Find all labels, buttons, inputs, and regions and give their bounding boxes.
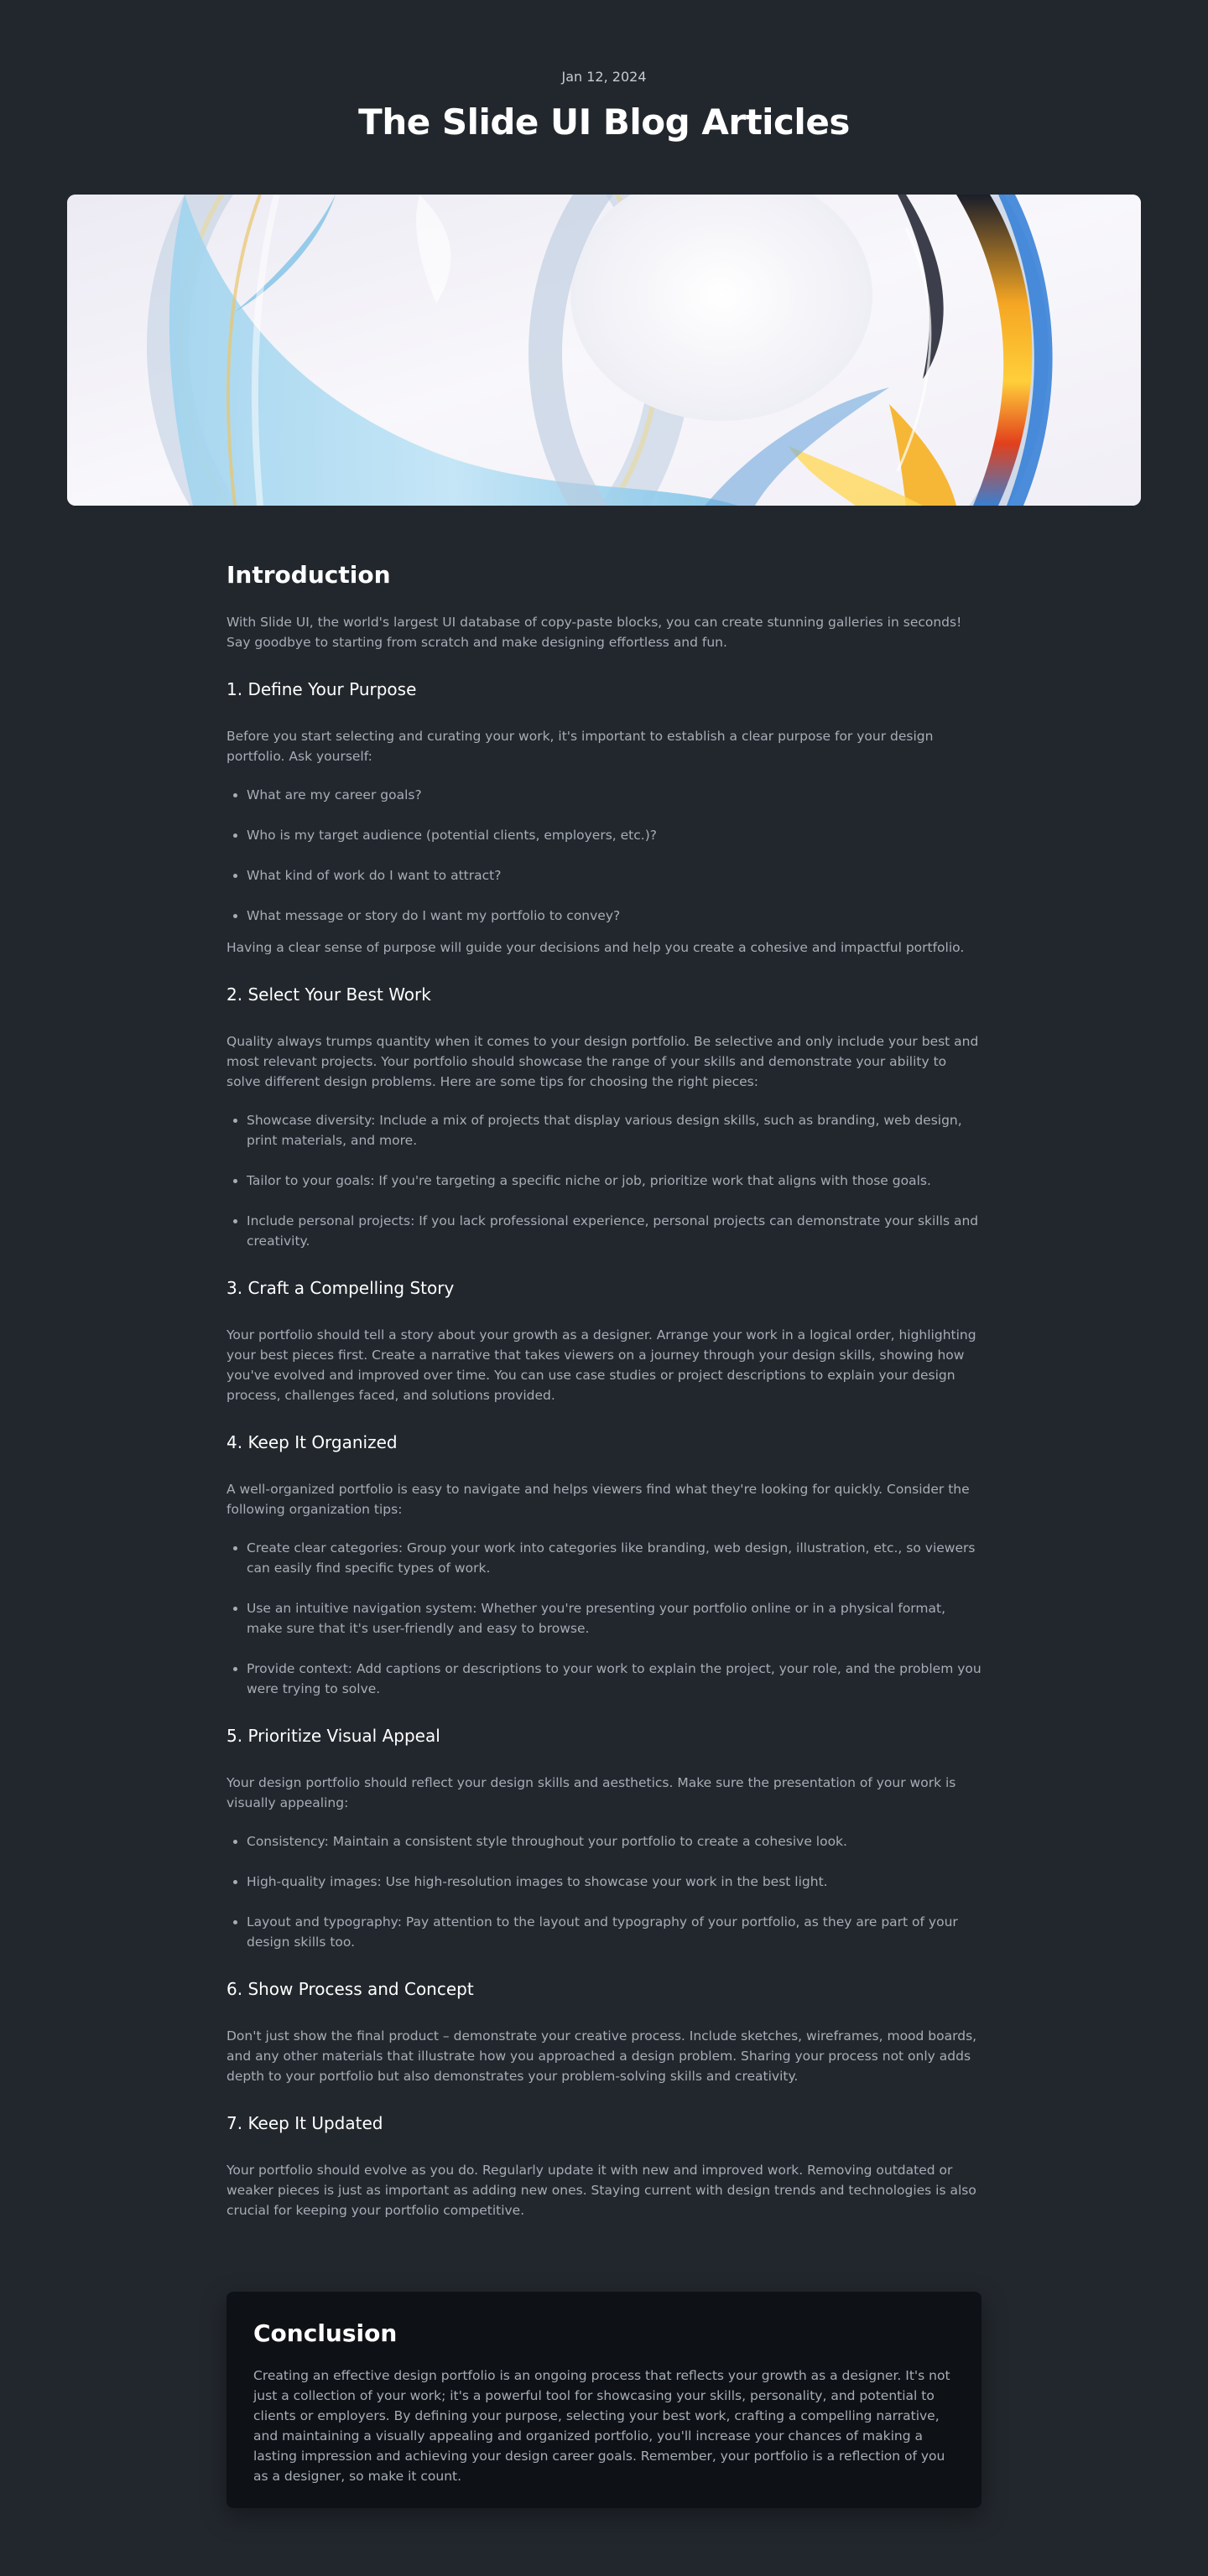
section-process-concept xyxy=(226,1977,982,2086)
list-item: What message or story do I want my portfolio to convey? xyxy=(226,906,982,926)
article-title: The Slide UI Blog Articles xyxy=(358,101,850,143)
section-heading: 1. Define Your Purpose xyxy=(226,679,417,699)
conclusion-card xyxy=(226,2292,982,2508)
section-heading: 2. Select Your Best Work xyxy=(226,984,431,1005)
section-visual-appeal xyxy=(226,1724,982,1952)
list-item: What kind of work do I want to attract? xyxy=(226,865,982,886)
bullet-list xyxy=(226,1538,982,1699)
section-define-purpose xyxy=(226,678,982,958)
section-text: A well-organized portfolio is easy to navigate and helps viewers find what they're looking for quickly. Consider the following organization tips: xyxy=(226,1482,970,1517)
section-heading: 6. Show Process and Concept xyxy=(226,1979,474,1999)
hero-image xyxy=(67,195,1141,506)
article-header xyxy=(0,0,1208,144)
list-item: Layout and typography: Pay attention to the layout and typography of your portfolio, as they are part of your design skills too. xyxy=(226,1912,982,1952)
list-item: Create clear categories: Group your work into categories like branding, web design, illustration, etc., so viewers can easily find specific types of work. xyxy=(226,1538,982,1578)
list-item: What are my career goals? xyxy=(226,785,982,805)
list-item: Include personal projects: If you lack professional experience, personal projects can demonstrate your skills and creativity. xyxy=(226,1211,982,1251)
list-item: Tailor to your goals: If you're targeting a specific niche or job, prioritize work that aligns with those goals. xyxy=(226,1171,982,1191)
bullet-list xyxy=(226,1831,982,1952)
section-text: Your design portfolio should reflect your design skills and aesthetics. Make sure the presentation of your work is visually appealing: xyxy=(226,1775,956,1810)
section-closing-text: Having a clear sense of purpose will guide your decisions and help you create a cohesive and impactful portfolio. xyxy=(226,940,965,955)
list-item: Use an intuitive navigation system: Whether you're presenting your portfolio online or in a physical format, make sure that it's user-friendly and easy to browse. xyxy=(226,1598,982,1639)
section-text: Your portfolio should evolve as you do. Regularly update it with new and improved work. Removing outdated or weaker pieces is just as important as adding new ones. Staying current with design trends and technologies is also crucial for keeping your portfolio competitive. xyxy=(226,2163,976,2218)
conclusion-heading: Conclusion xyxy=(253,2319,398,2347)
list-item: Showcase diversity: Include a mix of projects that display various design skills, such as branding, web design, print materials, and more. xyxy=(226,1110,982,1150)
bullet-list xyxy=(226,785,982,926)
intro-text: With Slide UI, the world's largest UI database of copy-paste blocks, you can create stunning galleries in seconds! Say goodbye to starting from scratch and make designing effortless and fun. xyxy=(226,615,962,650)
section-text: Quality always trumps quantity when it comes to your design portfolio. Be selective and only include your best and most relevant projects. Your portfolio should showcase the range of your skills and demonstrate your ability to solve different design problems. Here are some tips for choosing the right pieces: xyxy=(226,1034,979,1089)
section-text: Don't just show the final product – demonstrate your creative process. Include sketches, wireframes, mood boards, and any other materials that illustrate how you approached a design problem. Sharing your process not only adds depth to your portfolio but also demonstrates your problem-solving skills and creativity. xyxy=(226,2028,977,2084)
section-text: Before you start selecting and curating your work, it's important to establish a clear purpose for your design portfolio. Ask yourself: xyxy=(226,729,934,764)
section-best-work xyxy=(226,983,982,1251)
section-compelling-story xyxy=(226,1276,982,1405)
section-text: Your portfolio should tell a story about your growth as a designer. Arrange your work in a logical order, highlighting your best pieces first. Create a narrative that takes viewers on a journey through your design skills, showing how you've evolved and improved over time. You can use case studies or project descriptions to explain your design process, challenges faced, and solutions provided. xyxy=(226,1327,976,1403)
list-item: High-quality images: Use high-resolution images to showcase your work in the best light. xyxy=(226,1872,982,1892)
section-keep-updated xyxy=(226,2111,982,2220)
intro-heading: Introduction xyxy=(226,561,391,589)
bullet-list xyxy=(226,1110,982,1251)
article-body xyxy=(226,560,982,2220)
section-heading: 5. Prioritize Visual Appeal xyxy=(226,1726,440,1746)
list-item: Consistency: Maintain a consistent style throughout your portfolio to create a cohesive look. xyxy=(226,1831,982,1852)
list-item: Who is my target audience (potential clients, employers, etc.)? xyxy=(226,825,982,845)
section-heading: 4. Keep It Organized xyxy=(226,1432,398,1452)
conclusion-text: Creating an effective design portfolio is an ongoing process that reflects your growth as a designer. It's not just a collection of your work; it's a powerful tool for showcasing your skills, personality, and potential to clients or employers. By defining your purpose, selecting your best work, crafting a compelling narrative, and maintaining a visually appealing and organized portfolio, you'll increase your chances of making a lasting impression and achieving your design career goals. Remember, your portfolio is a reflection of you as a designer, so make it count. xyxy=(253,2368,950,2484)
list-item: Provide context: Add captions or descriptions to your work to explain the project, your role, and the problem you were trying to solve. xyxy=(226,1659,982,1699)
section-heading: 3. Craft a Compelling Story xyxy=(226,1278,455,1298)
section-heading: 7. Keep It Updated xyxy=(226,2113,383,2133)
section-organized xyxy=(226,1431,982,1699)
article-date: Jan 12, 2024 xyxy=(561,69,647,85)
